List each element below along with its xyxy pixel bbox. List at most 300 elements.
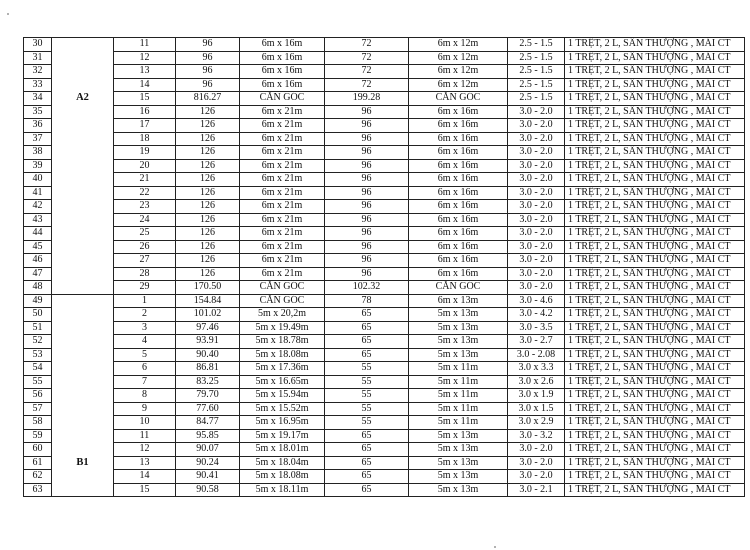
cell-build-dimension: 6m x 16m bbox=[409, 173, 508, 187]
table-row bbox=[24, 308, 745, 322]
cell-floors: 1 TRỆT, 2 L, SÂN THƯỢNG , MÁI CT bbox=[565, 402, 745, 416]
cell-lot: 3 bbox=[114, 321, 176, 335]
cell-stt: 43 bbox=[24, 213, 52, 227]
cell-block bbox=[52, 470, 114, 484]
cell-build-dimension: 6m x 16m bbox=[409, 200, 508, 214]
cell-setback: 3.0 - 2.0 bbox=[508, 105, 565, 119]
cell-dimension: 6m x 21m bbox=[240, 213, 325, 227]
table-row bbox=[24, 186, 745, 200]
cell-stt: 31 bbox=[24, 51, 52, 65]
cell-block bbox=[52, 146, 114, 160]
cell-lot: 15 bbox=[114, 483, 176, 497]
cell-area: 126 bbox=[176, 173, 240, 187]
cell-stt: 37 bbox=[24, 132, 52, 146]
cell-block bbox=[52, 483, 114, 497]
table-row bbox=[24, 92, 745, 106]
table-row bbox=[24, 470, 745, 484]
cell-build-dimension: 6m x 16m bbox=[409, 254, 508, 268]
cell-stt: 33 bbox=[24, 78, 52, 92]
cell-build-area: 55 bbox=[325, 362, 409, 376]
cell-build-area: 65 bbox=[325, 429, 409, 443]
table-row bbox=[24, 294, 745, 308]
cell-setback: 3.0 - 4.2 bbox=[508, 308, 565, 322]
cell-stt: 51 bbox=[24, 321, 52, 335]
cell-build-dimension: 5m x 13m bbox=[409, 429, 508, 443]
cell-area: 154.84 bbox=[176, 294, 240, 308]
cell-build-dimension: 6m x 16m bbox=[409, 105, 508, 119]
cell-block bbox=[52, 119, 114, 133]
table-row bbox=[24, 389, 745, 403]
cell-stt: 54 bbox=[24, 362, 52, 376]
cell-setback: 3.0 - 2.0 bbox=[508, 119, 565, 133]
cell-setback: 3.0 x 2.9 bbox=[508, 416, 565, 430]
cell-lot: 23 bbox=[114, 200, 176, 214]
cell-setback: 3.0 - 2.0 bbox=[508, 213, 565, 227]
cell-area: 90.58 bbox=[176, 483, 240, 497]
cell-setback: 2.5 - 1.5 bbox=[508, 78, 565, 92]
cell-build-area: 65 bbox=[325, 348, 409, 362]
cell-dimension: 6m x 21m bbox=[240, 240, 325, 254]
cell-build-area: 199.28 bbox=[325, 92, 409, 106]
cell-build-area: 65 bbox=[325, 321, 409, 335]
cell-lot: 26 bbox=[114, 240, 176, 254]
cell-dimension: 5m x 18.08m bbox=[240, 470, 325, 484]
cell-area: 90.41 bbox=[176, 470, 240, 484]
cell-floors: 1 TRỆT, 2 L, SÂN THƯỢNG , MÁI CT bbox=[565, 483, 745, 497]
cell-floors: 1 TRỆT, 2 L, SÂN THƯỢNG , MÁI CT bbox=[565, 308, 745, 322]
cell-stt: 30 bbox=[24, 38, 52, 52]
cell-lot: 25 bbox=[114, 227, 176, 241]
cell-block bbox=[52, 78, 114, 92]
cell-lot: 27 bbox=[114, 254, 176, 268]
cell-dimension: 6m x 21m bbox=[240, 267, 325, 281]
cell-build-dimension: 5m x 13m bbox=[409, 456, 508, 470]
cell-stt: 44 bbox=[24, 227, 52, 241]
cell-area: 90.24 bbox=[176, 456, 240, 470]
cell-area: 79.70 bbox=[176, 389, 240, 403]
cell-dimension: 6m x 21m bbox=[240, 159, 325, 173]
cell-stt: 47 bbox=[24, 267, 52, 281]
cell-block bbox=[52, 132, 114, 146]
cell-block bbox=[52, 267, 114, 281]
cell-build-area: 96 bbox=[325, 254, 409, 268]
cell-block bbox=[52, 281, 114, 295]
cell-build-dimension: 6m x 16m bbox=[409, 186, 508, 200]
cell-build-dimension: 6m x 16m bbox=[409, 227, 508, 241]
cell-build-area: 96 bbox=[325, 267, 409, 281]
cell-build-dimension: 6m x 12m bbox=[409, 65, 508, 79]
cell-build-dimension: 5m x 13m bbox=[409, 443, 508, 457]
cell-build-dimension: 5m x 11m bbox=[409, 362, 508, 376]
table-row bbox=[24, 375, 745, 389]
cell-lot: 11 bbox=[114, 38, 176, 52]
cell-setback: 3.0 - 2.0 bbox=[508, 146, 565, 160]
cell-dimension: 5m x 19.17m bbox=[240, 429, 325, 443]
cell-stt: 46 bbox=[24, 254, 52, 268]
cell-dimension: 6m x 16m bbox=[240, 38, 325, 52]
cell-floors: 1 TRỆT, 2 L, SÂN THƯỢNG , MÁI CT bbox=[565, 375, 745, 389]
cell-area: 126 bbox=[176, 200, 240, 214]
cell-block bbox=[52, 308, 114, 322]
cell-setback: 3.0 - 2.0 bbox=[508, 186, 565, 200]
cell-area: 77.60 bbox=[176, 402, 240, 416]
cell-floors: 1 TRỆT, 2 L, SÂN THƯỢNG , MÁI CT bbox=[565, 321, 745, 335]
cell-stt: 57 bbox=[24, 402, 52, 416]
cell-dimension: 6m x 21m bbox=[240, 254, 325, 268]
cell-build-area: 96 bbox=[325, 119, 409, 133]
cell-dimension: 6m x 21m bbox=[240, 146, 325, 160]
table-row bbox=[24, 281, 745, 295]
table-row bbox=[24, 456, 745, 470]
cell-dimension: 6m x 21m bbox=[240, 200, 325, 214]
cell-setback: 3.0 - 2.0 bbox=[508, 281, 565, 295]
cell-lot: 18 bbox=[114, 132, 176, 146]
cell-build-area: 55 bbox=[325, 402, 409, 416]
table-row bbox=[24, 200, 745, 214]
cell-lot: 28 bbox=[114, 267, 176, 281]
cell-floors: 1 TRỆT, 2 L, SÂN THƯỢNG , MÁI CT bbox=[565, 348, 745, 362]
cell-lot: 13 bbox=[114, 456, 176, 470]
cell-build-dimension: 5m x 11m bbox=[409, 389, 508, 403]
cell-stt: 39 bbox=[24, 159, 52, 173]
cell-lot: 22 bbox=[114, 186, 176, 200]
cell-stt: 60 bbox=[24, 443, 52, 457]
cell-area: 126 bbox=[176, 105, 240, 119]
cell-setback: 3.0 - 2.0 bbox=[508, 159, 565, 173]
cell-lot: 14 bbox=[114, 78, 176, 92]
table-row bbox=[24, 51, 745, 65]
cell-dimension: 6m x 16m bbox=[240, 78, 325, 92]
cell-build-dimension: 5m x 13m bbox=[409, 483, 508, 497]
table-row bbox=[24, 65, 745, 79]
cell-lot: 12 bbox=[114, 51, 176, 65]
cell-floors: 1 TRỆT, 2 L, SÂN THƯỢNG , MÁI CT bbox=[565, 200, 745, 214]
cell-dimension: 5m x 15.52m bbox=[240, 402, 325, 416]
cell-dimension: CĂN GÓC bbox=[240, 281, 325, 295]
cell-floors: 1 TRỆT, 2 L, SÂN THƯỢNG , MÁI CT bbox=[565, 429, 745, 443]
cell-area: 93.91 bbox=[176, 335, 240, 349]
table-row bbox=[24, 146, 745, 160]
cell-setback: 2.5 - 1.5 bbox=[508, 51, 565, 65]
cell-block: B1 bbox=[52, 456, 114, 470]
cell-block bbox=[52, 348, 114, 362]
cell-dimension: 6m x 21m bbox=[240, 132, 325, 146]
cell-area: 126 bbox=[176, 119, 240, 133]
cell-area: 126 bbox=[176, 254, 240, 268]
cell-floors: 1 TRỆT, 2 L, SÂN THƯỢNG , MÁI CT bbox=[565, 213, 745, 227]
cell-build-area: 96 bbox=[325, 186, 409, 200]
cell-build-area: 55 bbox=[325, 389, 409, 403]
scan-speck bbox=[7, 13, 9, 15]
cell-block bbox=[52, 227, 114, 241]
cell-stt: 45 bbox=[24, 240, 52, 254]
cell-dimension: 6m x 21m bbox=[240, 105, 325, 119]
cell-stt: 32 bbox=[24, 65, 52, 79]
cell-floors: 1 TRỆT, 2 L, SÂN THƯỢNG , MÁI CT bbox=[565, 456, 745, 470]
table-row bbox=[24, 362, 745, 376]
cell-stt: 53 bbox=[24, 348, 52, 362]
table-row bbox=[24, 227, 745, 241]
cell-build-dimension: 6m x 16m bbox=[409, 213, 508, 227]
cell-floors: 1 TRỆT, 2 L, SÂN THƯỢNG , MÁI CT bbox=[565, 146, 745, 160]
cell-floors: 1 TRỆT, 2 L, SÂN THƯỢNG , MÁI CT bbox=[565, 389, 745, 403]
cell-setback: 3.0 - 2.08 bbox=[508, 348, 565, 362]
table-row bbox=[24, 119, 745, 133]
cell-build-dimension: 6m x 12m bbox=[409, 38, 508, 52]
cell-dimension: 5m x 18.01m bbox=[240, 443, 325, 457]
cell-lot: 12 bbox=[114, 443, 176, 457]
cell-stt: 42 bbox=[24, 200, 52, 214]
cell-build-area: 65 bbox=[325, 308, 409, 322]
cell-floors: 1 TRỆT, 2 L, SÂN THƯỢNG , MÁI CT bbox=[565, 470, 745, 484]
cell-floors: 1 TRỆT, 2 L, SÂN THƯỢNG , MÁI CT bbox=[565, 132, 745, 146]
cell-area: 126 bbox=[176, 132, 240, 146]
cell-build-area: 96 bbox=[325, 159, 409, 173]
cell-floors: 1 TRỆT, 2 L, SÂN THƯỢNG , MÁI CT bbox=[565, 105, 745, 119]
cell-stt: 52 bbox=[24, 335, 52, 349]
cell-lot: 9 bbox=[114, 402, 176, 416]
cell-dimension: 5m x 19.49m bbox=[240, 321, 325, 335]
table-row bbox=[24, 159, 745, 173]
table-row bbox=[24, 483, 745, 497]
cell-build-dimension: 6m x 16m bbox=[409, 267, 508, 281]
cell-dimension: 6m x 21m bbox=[240, 227, 325, 241]
cell-floors: 1 TRỆT, 2 L, SÂN THƯỢNG , MÁI CT bbox=[565, 281, 745, 295]
cell-build-area: 72 bbox=[325, 51, 409, 65]
cell-floors: 1 TRỆT, 2 L, SÂN THƯỢNG , MÁI CT bbox=[565, 38, 745, 52]
scan-speck bbox=[494, 546, 496, 548]
cell-floors: 1 TRỆT, 2 L, SÂN THƯỢNG , MÁI CT bbox=[565, 65, 745, 79]
cell-build-dimension: 6m x 13m bbox=[409, 294, 508, 308]
cell-stt: 49 bbox=[24, 294, 52, 308]
cell-dimension: 5m x 17.36m bbox=[240, 362, 325, 376]
cell-lot: 21 bbox=[114, 173, 176, 187]
cell-setback: 3.0 - 2.0 bbox=[508, 173, 565, 187]
cell-floors: 1 TRỆT, 2 L, SÂN THƯỢNG , MÁI CT bbox=[565, 92, 745, 106]
cell-build-dimension: 5m x 13m bbox=[409, 348, 508, 362]
cell-build-dimension: 5m x 11m bbox=[409, 402, 508, 416]
cell-setback: 3.0 x 1.9 bbox=[508, 389, 565, 403]
cell-build-area: 102.32 bbox=[325, 281, 409, 295]
cell-stt: 48 bbox=[24, 281, 52, 295]
cell-dimension: 6m x 21m bbox=[240, 173, 325, 187]
cell-area: 126 bbox=[176, 267, 240, 281]
cell-block bbox=[52, 254, 114, 268]
cell-build-area: 65 bbox=[325, 335, 409, 349]
cell-lot: 7 bbox=[114, 375, 176, 389]
cell-lot: 1 bbox=[114, 294, 176, 308]
cell-block bbox=[52, 402, 114, 416]
cell-dimension: CĂN GÓC bbox=[240, 294, 325, 308]
cell-stt: 36 bbox=[24, 119, 52, 133]
table-row bbox=[24, 321, 745, 335]
cell-build-area: 65 bbox=[325, 483, 409, 497]
cell-dimension: 5m x 18.78m bbox=[240, 335, 325, 349]
cell-floors: 1 TRỆT, 2 L, SÂN THƯỢNG , MÁI CT bbox=[565, 335, 745, 349]
cell-dimension: 5m x 20,2m bbox=[240, 308, 325, 322]
table-row bbox=[24, 254, 745, 268]
cell-build-area: 96 bbox=[325, 240, 409, 254]
cell-build-area: 55 bbox=[325, 416, 409, 430]
cell-area: 101.02 bbox=[176, 308, 240, 322]
cell-build-area: 72 bbox=[325, 65, 409, 79]
cell-lot: 20 bbox=[114, 159, 176, 173]
cell-block bbox=[52, 186, 114, 200]
cell-area: 83.25 bbox=[176, 375, 240, 389]
cell-block bbox=[52, 416, 114, 430]
cell-dimension: 5m x 15.94m bbox=[240, 389, 325, 403]
cell-area: 126 bbox=[176, 240, 240, 254]
cell-block bbox=[52, 159, 114, 173]
cell-stt: 50 bbox=[24, 308, 52, 322]
cell-setback: 2.5 - 1.5 bbox=[508, 38, 565, 52]
cell-floors: 1 TRỆT, 2 L, SÂN THƯỢNG , MÁI CT bbox=[565, 186, 745, 200]
cell-area: 126 bbox=[176, 213, 240, 227]
cell-build-area: 65 bbox=[325, 443, 409, 457]
cell-build-dimension: 5m x 13m bbox=[409, 308, 508, 322]
cell-floors: 1 TRỆT, 2 L, SÂN THƯỢNG , MÁI CT bbox=[565, 119, 745, 133]
cell-dimension: 6m x 21m bbox=[240, 186, 325, 200]
cell-build-area: 65 bbox=[325, 456, 409, 470]
table-row bbox=[24, 416, 745, 430]
cell-stt: 61 bbox=[24, 456, 52, 470]
cell-area: 126 bbox=[176, 227, 240, 241]
cell-setback: 3.0 - 2.0 bbox=[508, 240, 565, 254]
table-row bbox=[24, 105, 745, 119]
cell-stt: 62 bbox=[24, 470, 52, 484]
cell-area: 90.40 bbox=[176, 348, 240, 362]
cell-lot: 4 bbox=[114, 335, 176, 349]
cell-setback: 3.0 - 3.2 bbox=[508, 429, 565, 443]
cell-lot: 2 bbox=[114, 308, 176, 322]
lot-table bbox=[23, 37, 745, 497]
cell-dimension: 6m x 21m bbox=[240, 119, 325, 133]
cell-setback: 3.0 - 2.0 bbox=[508, 254, 565, 268]
cell-build-dimension: 6m x 16m bbox=[409, 146, 508, 160]
table-row bbox=[24, 429, 745, 443]
cell-build-dimension: CĂN GÓC bbox=[409, 92, 508, 106]
cell-lot: 14 bbox=[114, 470, 176, 484]
table-row bbox=[24, 443, 745, 457]
cell-setback: 3.0 - 2.7 bbox=[508, 335, 565, 349]
cell-area: 90.07 bbox=[176, 443, 240, 457]
cell-stt: 55 bbox=[24, 375, 52, 389]
cell-build-dimension: CĂN GÓC bbox=[409, 281, 508, 295]
cell-build-area: 55 bbox=[325, 375, 409, 389]
cell-build-dimension: 6m x 16m bbox=[409, 119, 508, 133]
cell-build-area: 96 bbox=[325, 227, 409, 241]
cell-block bbox=[52, 240, 114, 254]
cell-dimension: 6m x 16m bbox=[240, 65, 325, 79]
cell-area: 96 bbox=[176, 78, 240, 92]
table-row bbox=[24, 78, 745, 92]
cell-build-area: 96 bbox=[325, 105, 409, 119]
cell-floors: 1 TRỆT, 2 L, SÂN THƯỢNG , MÁI CT bbox=[565, 362, 745, 376]
cell-build-area: 78 bbox=[325, 294, 409, 308]
cell-stt: 35 bbox=[24, 105, 52, 119]
cell-area: 86.81 bbox=[176, 362, 240, 376]
cell-floors: 1 TRỆT, 2 L, SÂN THƯỢNG , MÁI CT bbox=[565, 294, 745, 308]
cell-area: 97.46 bbox=[176, 321, 240, 335]
cell-lot: 24 bbox=[114, 213, 176, 227]
cell-area: 84.77 bbox=[176, 416, 240, 430]
cell-setback: 3.0 x 2.6 bbox=[508, 375, 565, 389]
cell-build-dimension: 5m x 13m bbox=[409, 470, 508, 484]
cell-block bbox=[52, 51, 114, 65]
cell-lot: 11 bbox=[114, 429, 176, 443]
cell-setback: 3.0 x 3.3 bbox=[508, 362, 565, 376]
cell-lot: 19 bbox=[114, 146, 176, 160]
cell-block: A2 bbox=[52, 92, 114, 106]
cell-area: 170.50 bbox=[176, 281, 240, 295]
cell-block bbox=[52, 443, 114, 457]
cell-stt: 63 bbox=[24, 483, 52, 497]
cell-floors: 1 TRỆT, 2 L, SÂN THƯỢNG , MÁI CT bbox=[565, 443, 745, 457]
cell-build-dimension: 6m x 16m bbox=[409, 159, 508, 173]
cell-block bbox=[52, 389, 114, 403]
cell-floors: 1 TRỆT, 2 L, SÂN THƯỢNG , MÁI CT bbox=[565, 254, 745, 268]
table-row bbox=[24, 38, 745, 52]
cell-block bbox=[52, 429, 114, 443]
cell-dimension: 5m x 16.95m bbox=[240, 416, 325, 430]
cell-setback: 3.0 - 2.0 bbox=[508, 227, 565, 241]
cell-stt: 41 bbox=[24, 186, 52, 200]
cell-build-dimension: 5m x 13m bbox=[409, 321, 508, 335]
cell-setback: 3.0 - 2.0 bbox=[508, 132, 565, 146]
cell-lot: 8 bbox=[114, 389, 176, 403]
cell-stt: 38 bbox=[24, 146, 52, 160]
cell-setback: 3.0 - 2.0 bbox=[508, 470, 565, 484]
cell-build-area: 96 bbox=[325, 200, 409, 214]
cell-stt: 59 bbox=[24, 429, 52, 443]
cell-setback: 3.0 - 2.0 bbox=[508, 443, 565, 457]
cell-floors: 1 TRỆT, 2 L, SÂN THƯỢNG , MÁI CT bbox=[565, 159, 745, 173]
table-row bbox=[24, 240, 745, 254]
cell-floors: 1 TRỆT, 2 L, SÂN THƯỢNG , MÁI CT bbox=[565, 78, 745, 92]
table-row bbox=[24, 267, 745, 281]
cell-setback: 2.5 - 1.5 bbox=[508, 65, 565, 79]
cell-setback: 3.0 - 4.6 bbox=[508, 294, 565, 308]
cell-stt: 40 bbox=[24, 173, 52, 187]
cell-lot: 10 bbox=[114, 416, 176, 430]
cell-setback: 3.0 - 2.0 bbox=[508, 267, 565, 281]
cell-lot: 5 bbox=[114, 348, 176, 362]
cell-block bbox=[52, 38, 114, 52]
cell-dimension: 5m x 16.65m bbox=[240, 375, 325, 389]
cell-setback: 2.5 - 1.5 bbox=[508, 92, 565, 106]
cell-block bbox=[52, 294, 114, 308]
cell-area: 95.85 bbox=[176, 429, 240, 443]
cell-floors: 1 TRỆT, 2 L, SÂN THƯỢNG , MÁI CT bbox=[565, 51, 745, 65]
cell-setback: 3.0 x 1.5 bbox=[508, 402, 565, 416]
cell-floors: 1 TRỆT, 2 L, SÂN THƯỢNG , MÁI CT bbox=[565, 416, 745, 430]
cell-floors: 1 TRỆT, 2 L, SÂN THƯỢNG , MÁI CT bbox=[565, 240, 745, 254]
table-row bbox=[24, 348, 745, 362]
cell-floors: 1 TRỆT, 2 L, SÂN THƯỢNG , MÁI CT bbox=[565, 227, 745, 241]
cell-block bbox=[52, 321, 114, 335]
cell-block bbox=[52, 200, 114, 214]
table-row bbox=[24, 132, 745, 146]
cell-area: 96 bbox=[176, 51, 240, 65]
cell-block bbox=[52, 65, 114, 79]
cell-area: 96 bbox=[176, 38, 240, 52]
cell-build-dimension: 5m x 13m bbox=[409, 335, 508, 349]
cell-build-dimension: 6m x 16m bbox=[409, 240, 508, 254]
cell-dimension: 5m x 18.08m bbox=[240, 348, 325, 362]
cell-build-dimension: 5m x 11m bbox=[409, 416, 508, 430]
cell-block bbox=[52, 173, 114, 187]
cell-build-area: 72 bbox=[325, 38, 409, 52]
